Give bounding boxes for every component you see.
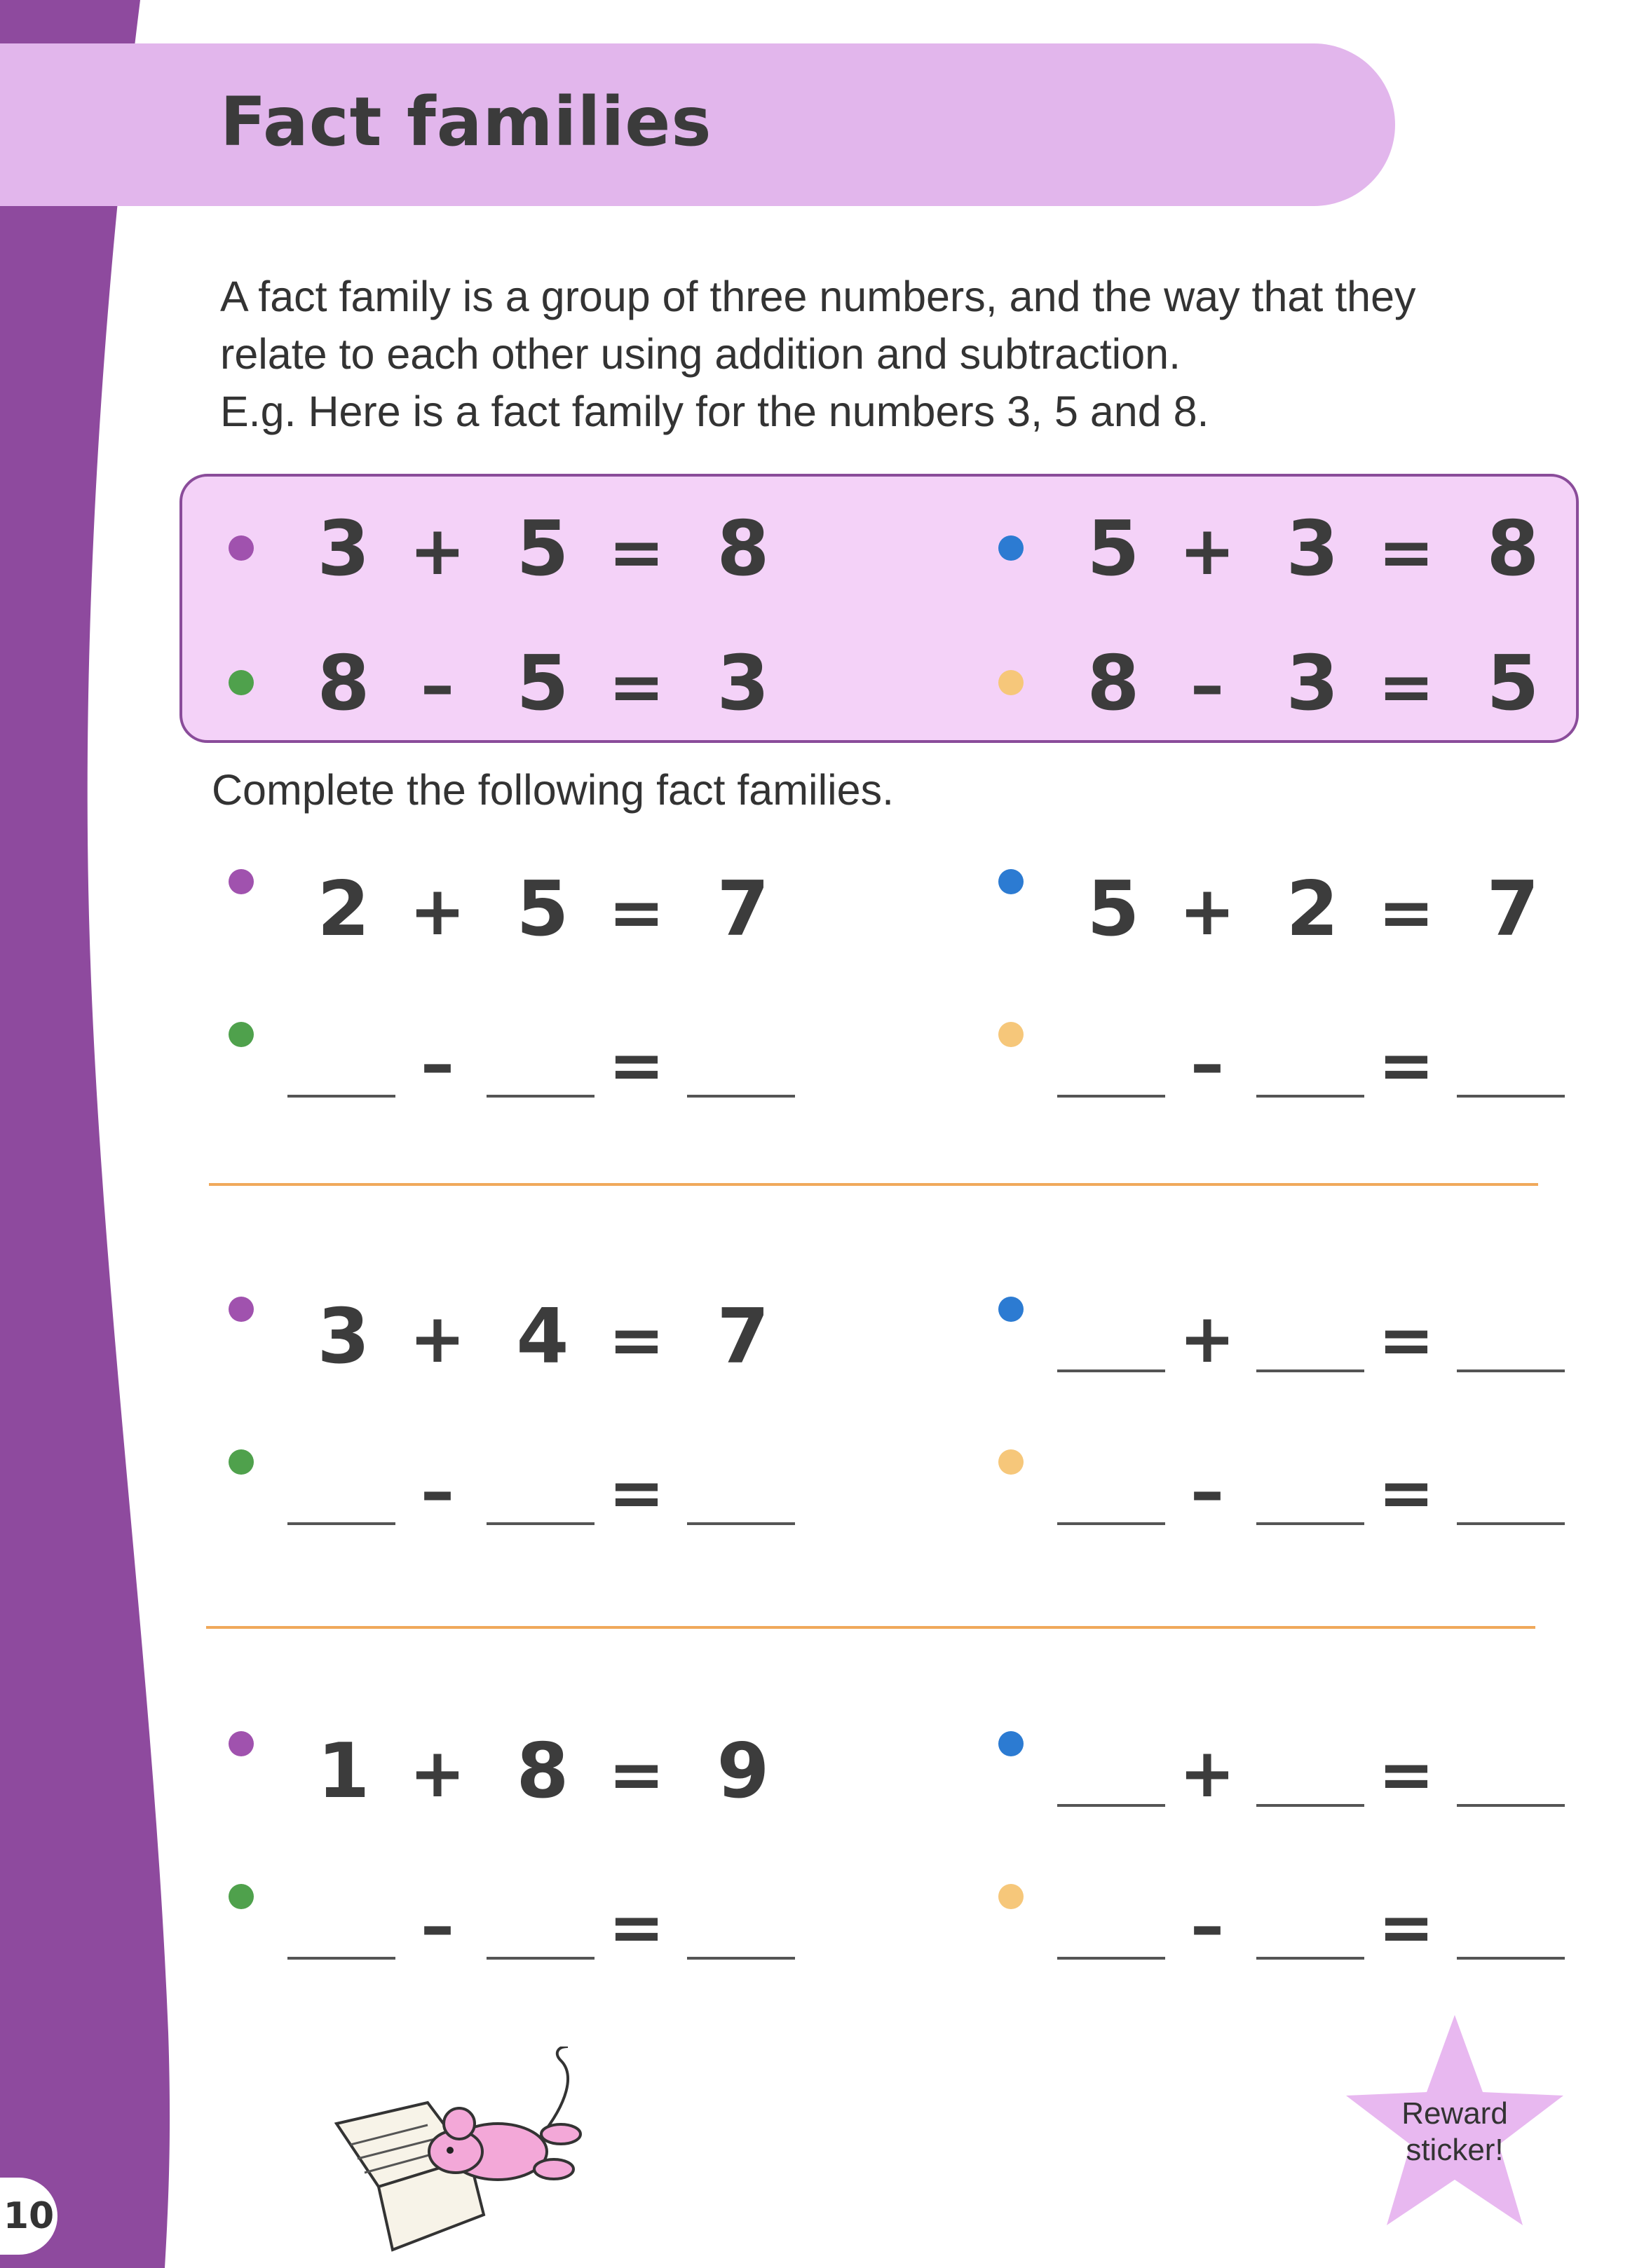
exercise-2-equation-number: 7 [716, 1293, 770, 1381]
blue-dot-icon [998, 1297, 1024, 1322]
orange-dot-icon [998, 1449, 1024, 1475]
green-dot-icon [229, 1884, 254, 1909]
exercise-2-equation-equals-sign: = [608, 1454, 665, 1532]
blue-dot-icon [998, 869, 1024, 894]
intro-line-3: E.g. Here is a fact family for the numbers 3, 5 and 8. [220, 388, 1209, 435]
exercise-2-equation-number: 4 [516, 1293, 569, 1381]
example-equation-operator: + [1178, 512, 1236, 590]
exercise-3-equation-answer-blank[interactable] [1457, 1804, 1565, 1807]
exercise-1-equation-number: 2 [1286, 866, 1339, 953]
green-dot-icon [229, 670, 254, 695]
exercise-2-equation-answer-blank[interactable] [1457, 1369, 1565, 1372]
blue-dot-icon [998, 535, 1024, 561]
intro-line-1: A fact family is a group of three numbers, and the way that they [220, 273, 1416, 320]
example-equation-equals-sign: = [1378, 648, 1435, 726]
exercise-3-equation-operator: – [1190, 1887, 1224, 1965]
example-equation-number: 5 [1486, 640, 1540, 727]
exercise-2-equation-operator: + [1178, 1299, 1236, 1378]
exercise-1-equation-number: 2 [317, 866, 370, 953]
exercise-3-equation-answer-blank[interactable] [1457, 1957, 1565, 1960]
example-equation-number: 3 [317, 505, 370, 593]
example-equation-number: 3 [1286, 505, 1339, 593]
exercise-2-equation-equals-sign: = [1378, 1301, 1435, 1379]
exercise-1-equation-answer-blank[interactable] [487, 1095, 595, 1098]
exercise-1-equation-operator: – [1190, 1025, 1224, 1103]
page-number: 10 [0, 2178, 57, 2255]
exercise-3-equation-answer-blank[interactable] [287, 1957, 395, 1960]
exercise-3-equation-number: 8 [516, 1728, 569, 1815]
exercise-1-equation-equals-sign: = [1378, 873, 1435, 952]
exercise-3-equation-equals-sign: = [1378, 1735, 1435, 1814]
example-equation-number: 3 [1286, 640, 1339, 727]
purple-dot-icon [229, 1731, 254, 1756]
exercise-3-equation-operator: + [1178, 1734, 1236, 1812]
purple-dot-icon [229, 1297, 254, 1322]
example-equation-equals-sign: = [1378, 513, 1435, 592]
orange-dot-icon [998, 1022, 1024, 1047]
exercise-3-equation-answer-blank[interactable] [1256, 1957, 1364, 1960]
exercise-1-equation-number: 5 [1087, 866, 1140, 953]
exercise-1-equation-equals-sign: = [608, 873, 665, 952]
exercise-1-equation-answer-blank[interactable] [1256, 1095, 1364, 1098]
green-dot-icon [229, 1022, 254, 1047]
exercise-1-equation-number: 5 [516, 866, 569, 953]
exercise-2-equation-answer-blank[interactable] [1057, 1369, 1165, 1372]
divider-line [206, 1626, 1535, 1629]
exercise-3-equation-number: 1 [317, 1728, 370, 1815]
example-equation-number: 8 [716, 505, 770, 593]
exercise-2-equation-answer-blank[interactable] [1057, 1522, 1165, 1525]
exercise-1-equation-answer-blank[interactable] [287, 1095, 395, 1098]
exercise-1-equation-operator: + [409, 872, 466, 950]
exercise-1-equation-number: 7 [1486, 866, 1540, 953]
reward-line-2: sticker! [1406, 2133, 1504, 2167]
exercise-3-equation-number: 9 [716, 1728, 770, 1815]
exercise-3-equation-operator: – [421, 1887, 454, 1965]
exercise-2-equation-answer-blank[interactable] [1457, 1522, 1565, 1525]
orange-dot-icon [998, 1884, 1024, 1909]
exercise-1-equation-answer-blank[interactable] [1457, 1095, 1565, 1098]
reward-line-1: Reward [1401, 2096, 1508, 2131]
page-title: Fact families [220, 83, 712, 161]
intro-line-2: relate to each other using addition and subtraction. [220, 330, 1181, 378]
exercise-2-equation-number: 3 [317, 1293, 370, 1381]
example-equation-number: 5 [516, 640, 569, 727]
exercise-3-equation-answer-blank[interactable] [1057, 1957, 1165, 1960]
exercise-2-equation-operator: – [1190, 1452, 1224, 1531]
example-equation-number: 3 [716, 640, 770, 727]
exercise-3-equation-equals-sign: = [1378, 1888, 1435, 1967]
example-box [179, 474, 1579, 743]
left-purple-band [0, 0, 182, 2268]
exercise-3-equation-answer-blank[interactable] [487, 1957, 595, 1960]
exercise-2-equation-answer-blank[interactable] [1256, 1369, 1364, 1372]
exercise-1-equation-equals-sign: = [1378, 1026, 1435, 1105]
exercise-1-equation-number: 7 [716, 866, 770, 953]
example-equation-equals-sign: = [608, 513, 665, 592]
exercise-2-equation-answer-blank[interactable] [1256, 1522, 1364, 1525]
example-equation-operator: – [1190, 646, 1224, 725]
orange-dot-icon [998, 670, 1024, 695]
exercise-2-equation-answer-blank[interactable] [487, 1522, 595, 1525]
example-equation-number: 5 [1087, 505, 1140, 593]
example-equation-equals-sign: = [608, 648, 665, 726]
instruction: Complete the following fact families. [212, 766, 895, 814]
exercise-2-equation-operator: + [409, 1299, 466, 1378]
exercise-1-equation-answer-blank[interactable] [687, 1095, 795, 1098]
purple-dot-icon [229, 869, 254, 894]
exercise-2-equation-answer-blank[interactable] [687, 1522, 795, 1525]
exercise-3-equation-equals-sign: = [608, 1888, 665, 1967]
exercise-1-equation-operator: – [421, 1025, 454, 1103]
exercise-1-equation-operator: + [1178, 872, 1236, 950]
exercise-2-equation-answer-blank[interactable] [287, 1522, 395, 1525]
exercise-3-equation-answer-blank[interactable] [1256, 1804, 1364, 1807]
example-equation-operator: – [421, 646, 454, 725]
exercise-2-equation-equals-sign: = [608, 1301, 665, 1379]
exercise-1-equation-answer-blank[interactable] [1057, 1095, 1165, 1098]
mouse-reading-book-illustration [322, 2047, 617, 2257]
example-equation-number: 8 [317, 640, 370, 727]
exercise-2-equation-operator: – [421, 1452, 454, 1531]
exercise-2-equation-equals-sign: = [1378, 1454, 1435, 1532]
reward-sticker-label [1357, 2096, 1553, 2168]
example-equation-operator: + [409, 512, 466, 590]
example-equation-number: 8 [1486, 505, 1540, 593]
example-equation-number: 8 [1087, 640, 1140, 727]
blue-dot-icon [998, 1731, 1024, 1756]
exercise-1-equation-equals-sign: = [608, 1026, 665, 1105]
exercise-3-equation-answer-blank[interactable] [687, 1957, 795, 1960]
exercise-3-equation-answer-blank[interactable] [1057, 1804, 1165, 1807]
example-equation-number: 5 [516, 505, 569, 593]
exercise-3-equation-equals-sign: = [608, 1735, 665, 1814]
divider-line [209, 1183, 1538, 1186]
exercise-3-equation-operator: + [409, 1734, 466, 1812]
purple-dot-icon [229, 535, 254, 561]
green-dot-icon [229, 1449, 254, 1475]
